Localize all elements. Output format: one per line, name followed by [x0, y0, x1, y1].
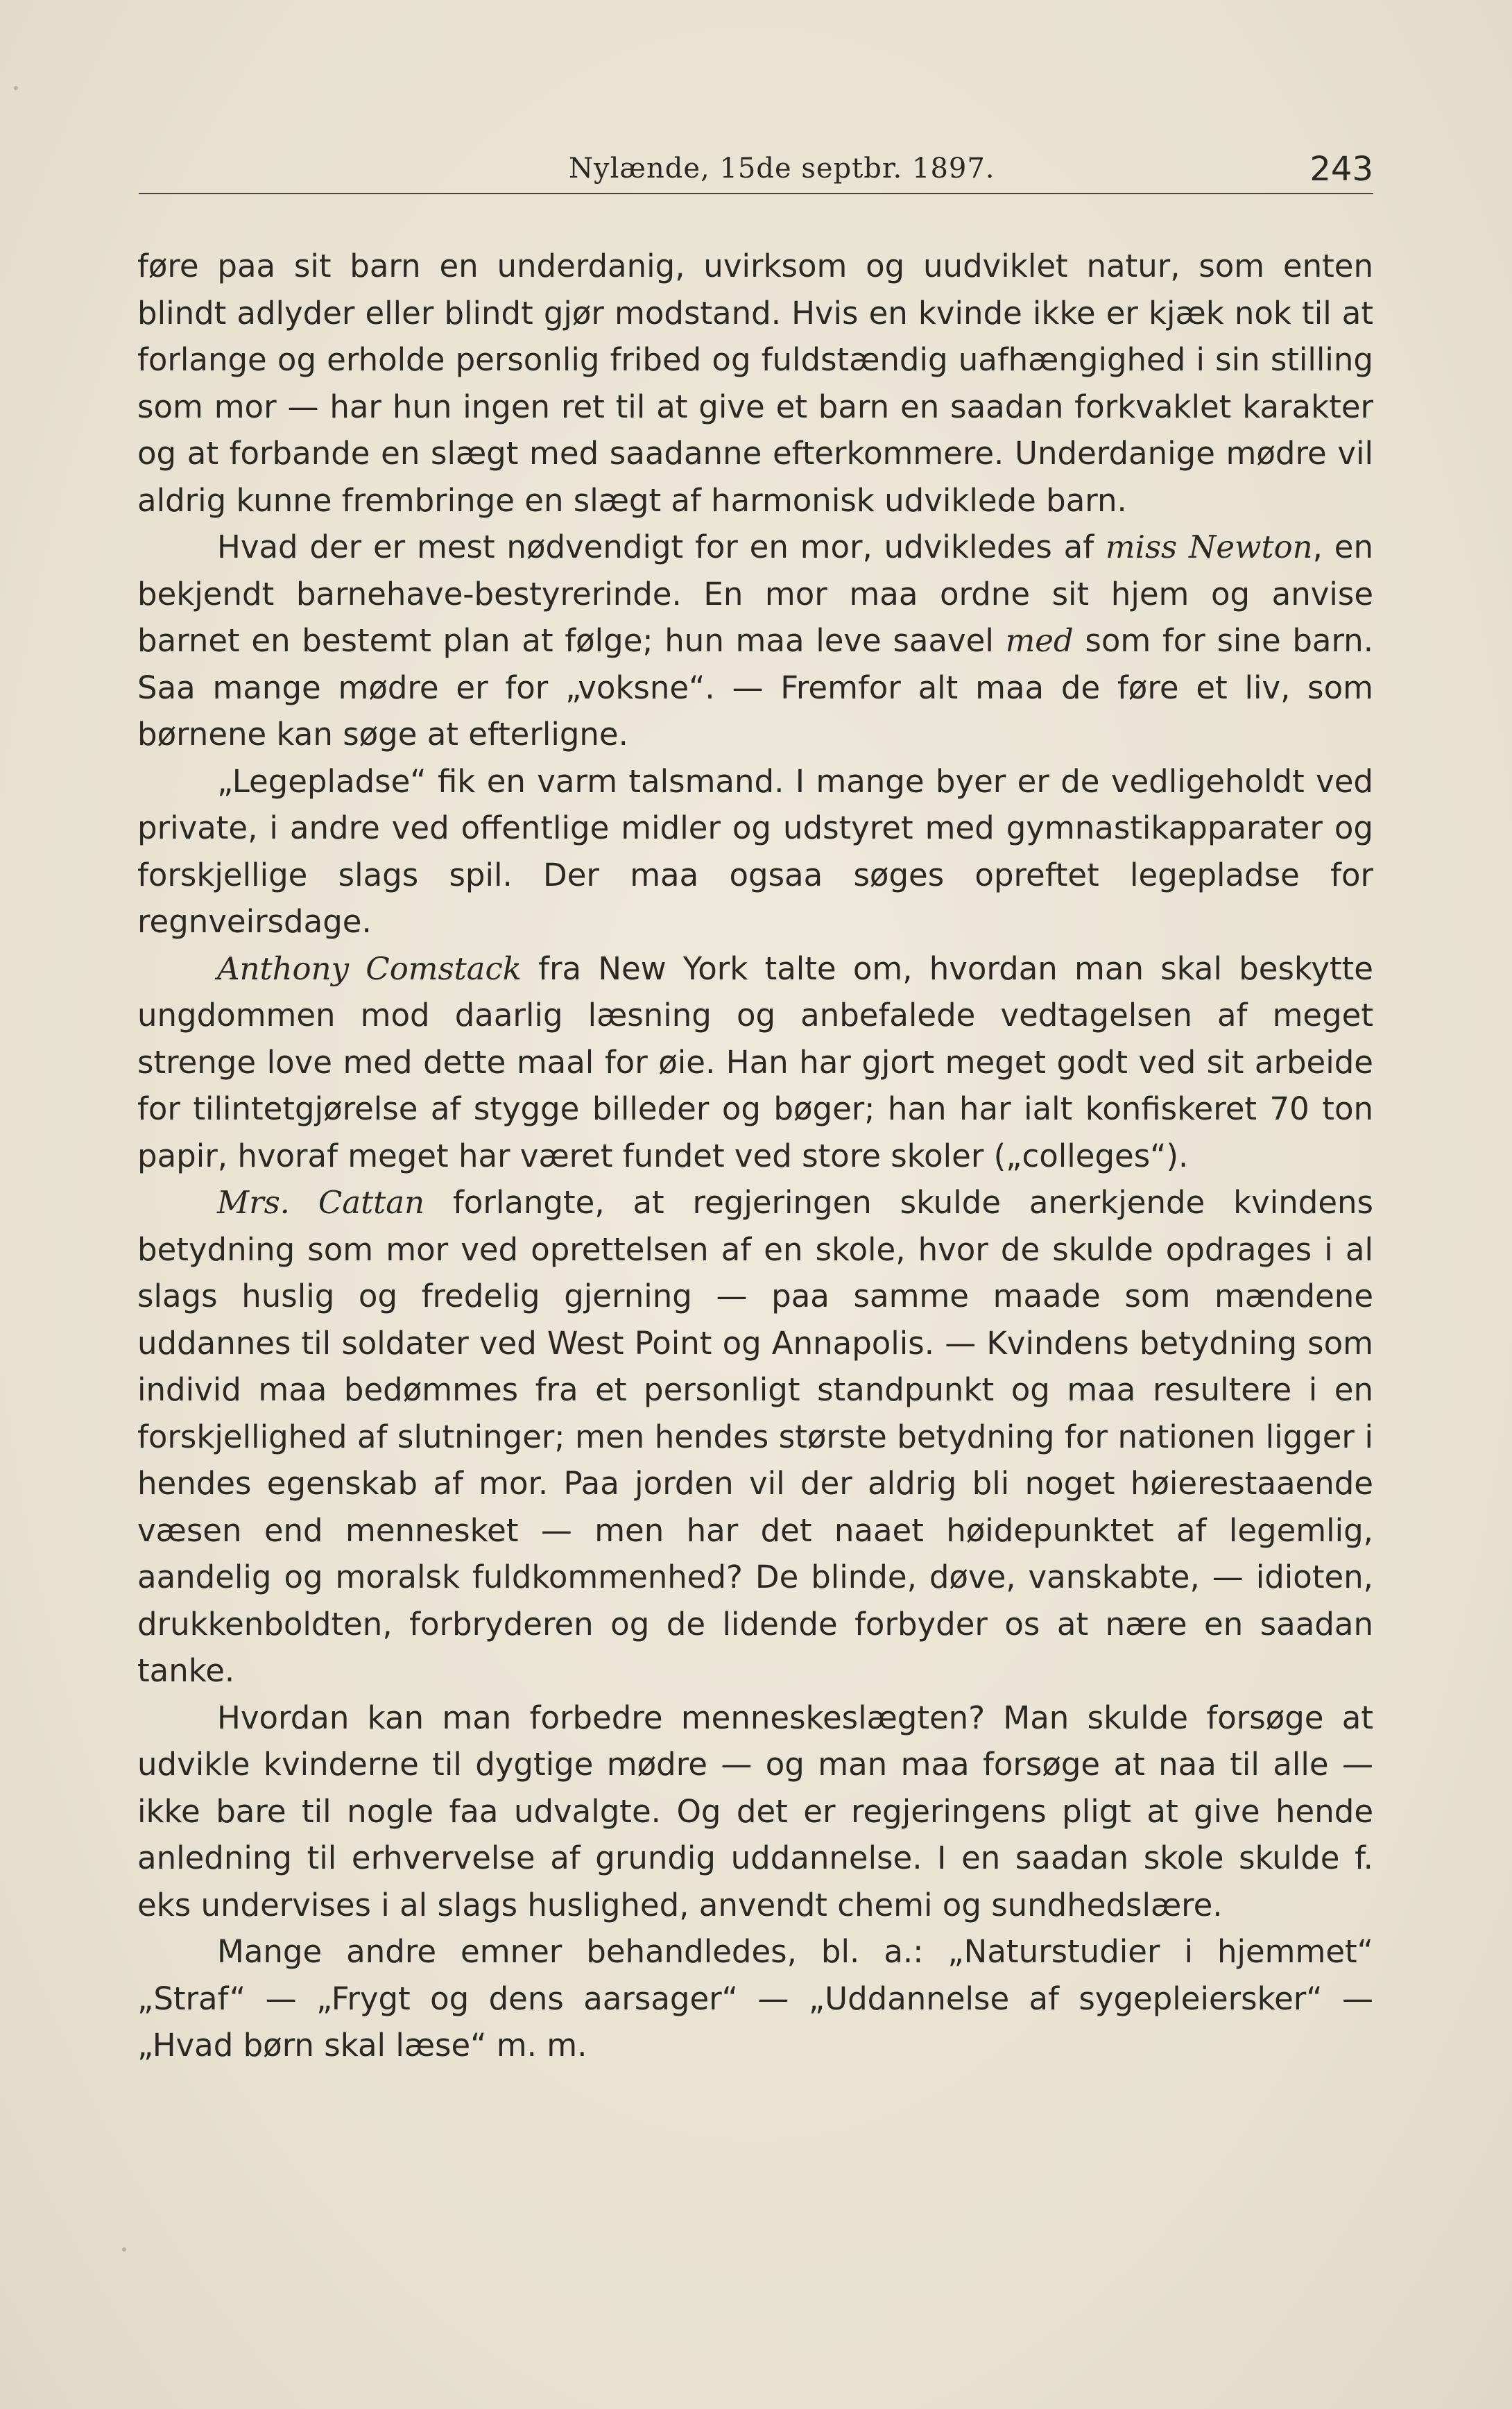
text-segment: føre paa sit barn en underdanig, uvirksom og uudviklet natur, som enten blindt adlyder eller blindt gjør modstand. Hvis en kvinde ikke er kjæk nok til at forlange og erholde personlig fribed og fuldstændig uafhængighed i sin stilling som mor — har hun ingen ret til at give et barn en saadan forkvaklet karakter og at forbande en slægt med saadanne efterkommere. Underdanige mødre vil aldrig kunne frembringe en slægt af harmonisk udviklede barn.	[137, 248, 1373, 519]
text-segment: „Legepladse“ fik en varm talsmand. I mange byer er de vedligeholdt ved private, i andre ved offentlige midler og udstyret med gymnastikapparater og forskjellige slags spil. Der maa ogsaa søges opreftet legepladse for regnveirsdage.	[137, 762, 1373, 940]
article-body	[137, 243, 1373, 2069]
paragraph-2	[137, 524, 1373, 758]
text-segment: , en bekjendt barnehave-bestyrerinde. En mor maa ordne sit hjem og anvise barnet en bestemt plan at følge; hun maa leve saavel	[137, 529, 1373, 659]
italic-name: Mrs. Cattan	[217, 1184, 425, 1221]
paragraph-4	[137, 945, 1373, 1180]
text-segment: Hvad der er mest nødvendigt for en mor, udvikledes af	[217, 529, 1106, 565]
paragraph-1	[137, 243, 1373, 524]
page-header	[139, 146, 1373, 194]
page-number: 243	[1309, 150, 1373, 189]
text-segment: forlangte, at regjeringen skulde anerkjende kvindens betydning som mor ved oprettelsen af en skole, hvor de skulde opdrages i al slags huslig og fredelig gjerning — paa samme maade som mændene uddannes til soldater ved West Point og Annapolis. — Kvindens betydning som individ maa bedømmes fra et personligt standpunkt og maa resultere i en forskjellighed af slutninger; men hendes største betydning for nationen ligger i hendes egenskab af mor. Paa jorden vil der aldrig bli noget høierestaaende væsen end mennesket — men har det naaet høidepunktet af legemlig, aandelig og moralsk fuldkommenhed? De blinde, døve, vanskabte, — idioten, drukkenboldten, forbryderen og de lidende forbyder os at nære en saadan tanke.	[137, 1184, 1373, 1689]
italic-name: miss Newton	[1105, 529, 1313, 565]
paragraph-6	[137, 1695, 1373, 1929]
header-rule	[139, 193, 1373, 194]
stray-mark	[122, 2247, 126, 2252]
stray-mark	[14, 86, 18, 90]
italic-name: med	[1005, 622, 1074, 659]
paragraph-5	[137, 1179, 1373, 1695]
paragraph-3	[137, 758, 1373, 945]
text-segment: Mange andre emner behandledes, bl. a.: „Naturstudier i hjemmet“ „Straf“ — „Frygt og dens aarsager“ — „Uddannelse af sygepleiersker“ — „Hvad børn skal læse“ m. m.	[137, 1933, 1373, 2064]
text-segment: Hvordan kan man forbedre menneskeslægten? Man skulde forsøge at udvikle kvinderne til dygtige mødre — og man maa forsøge at naa til alle — ikke bare til nogle faa udvalgte. Og det er regjeringens pligt at give hende anledning til erhvervelse af grundig uddannelse. I en saadan skole skulde f. eks undervises i al slags huslighed, anvendt chemi og sundhedslære.	[137, 1699, 1373, 1923]
running-head: Nylænde, 15de septbr. 1897.	[569, 153, 995, 185]
text-segment: fra New York talte om, hvordan man skal beskytte ungdommen mod daarlig læsning og anbefalede vedtagelsen af meget strenge love med dette maal for øie. Han har gjort meget godt ved sit arbeide for tilintetgjørelse af stygge billeder og bøger; han har ialt konfiskeret 70 ton papir, hvoraf meget har været fundet ved store skoler („colleges“).	[137, 950, 1373, 1174]
paragraph-7	[137, 1928, 1373, 2069]
italic-name: Anthony Comstack	[217, 950, 522, 987]
text-segment: som for sine barn. Saa mange mødre er for „voksne“. — Fremfor alt maa de føre et liv, som børnene kan søge at efterligne.	[137, 622, 1374, 753]
